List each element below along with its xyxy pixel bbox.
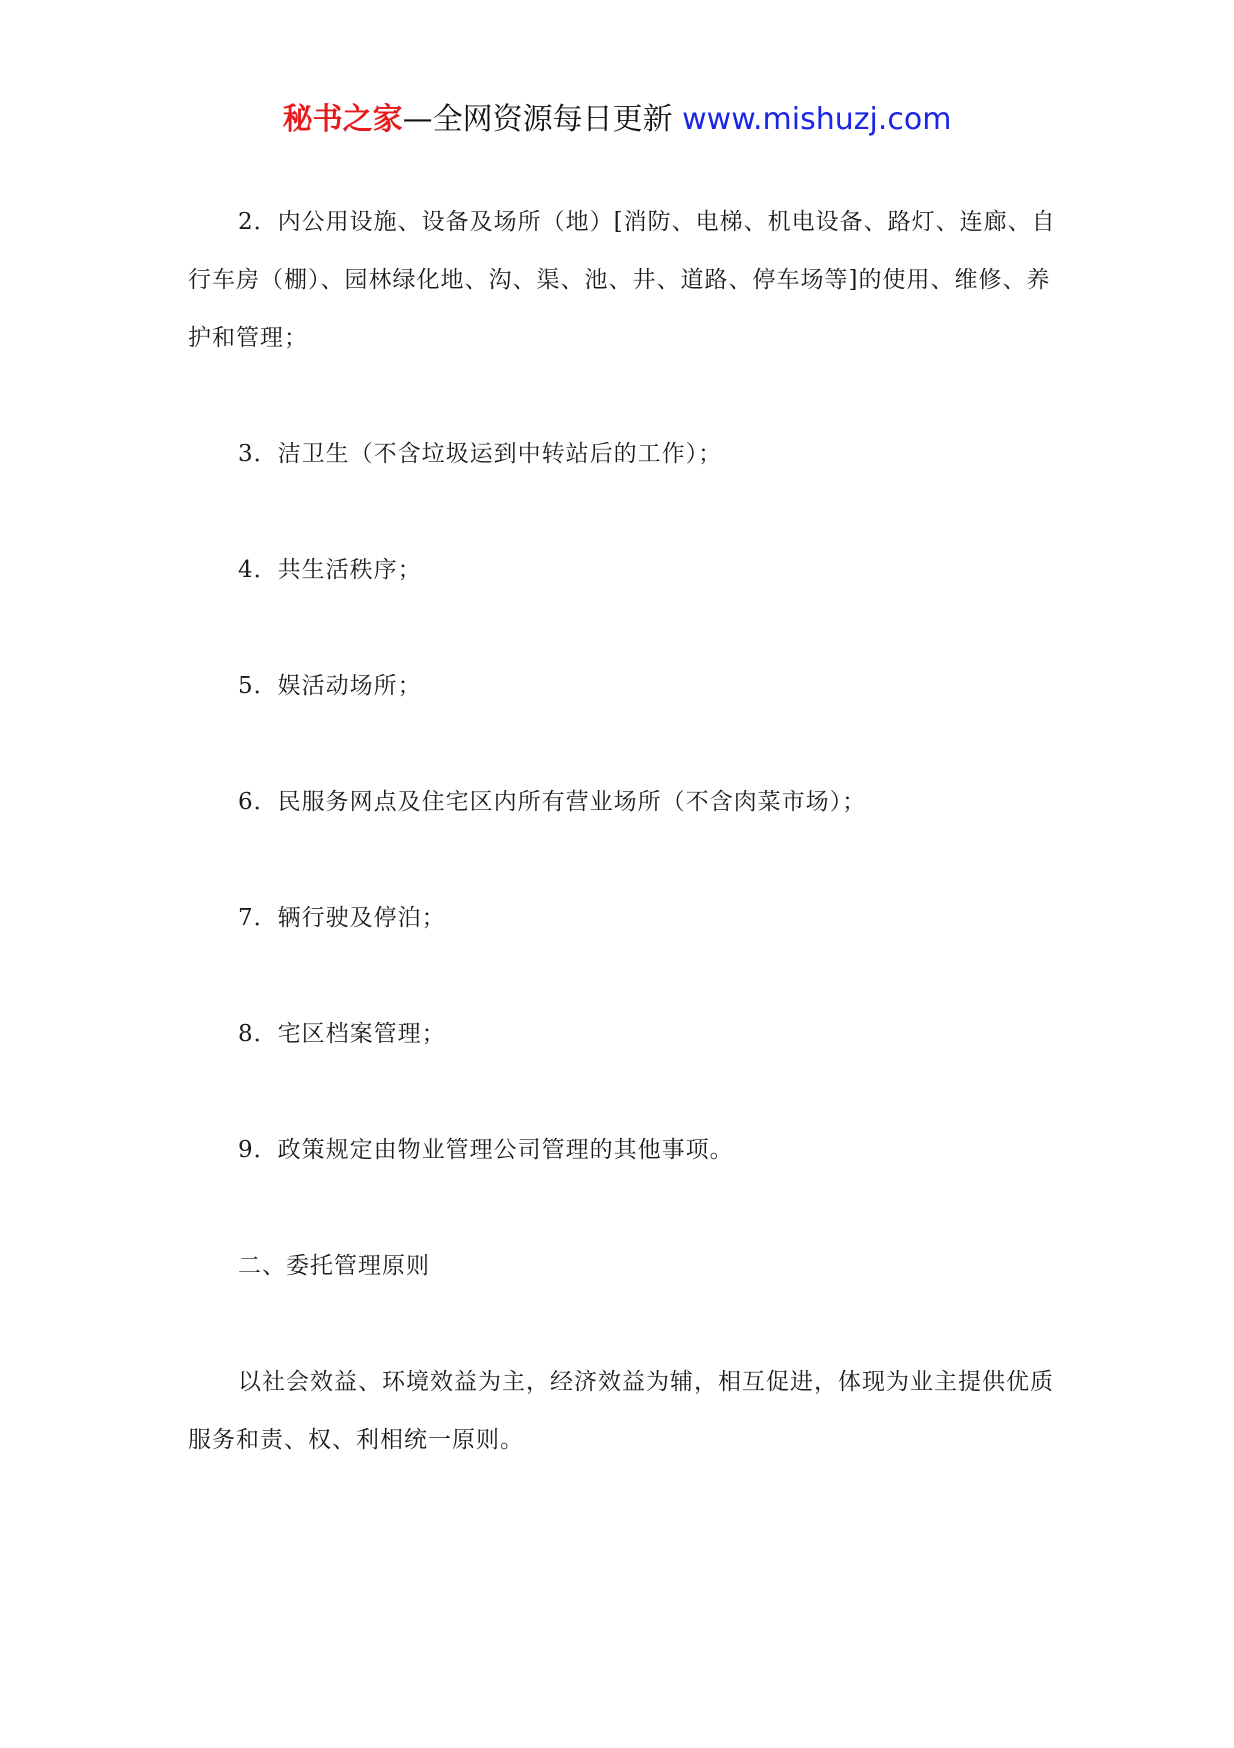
site-url-link[interactable]: www.mishuzj.com bbox=[682, 102, 952, 137]
paragraph-item-9: 9．政策规定由物业管理公司管理的其他事项。 bbox=[238, 1137, 734, 1163]
paragraph-item-8: 8．宅区档案管理； bbox=[238, 1021, 446, 1047]
header-tagline: —全网资源每日更新 bbox=[402, 102, 683, 137]
paragraph-item-7: 7．辆行驶及停泊； bbox=[238, 905, 446, 931]
site-header bbox=[0, 100, 1234, 140]
paragraph-item-4: 4．共生活秩序； bbox=[238, 557, 422, 583]
document-body bbox=[188, 193, 1068, 1469]
paragraph-principles: 以社会效益、环境效益为主，经济效益为辅，相互促进，体现为业主提供优质服务和责、权、利相统一原则。 bbox=[188, 1369, 1054, 1453]
section-heading-principles: 二、委托管理原则 bbox=[238, 1253, 430, 1279]
paragraph-item-5: 5．娱活动场所； bbox=[238, 673, 422, 699]
paragraph-item-3: 3．洁卫生（不含垃圾运到中转站后的工作）； bbox=[238, 441, 723, 467]
brand-name: 秘书之家 bbox=[282, 102, 403, 137]
paragraph-item-6: 6．民服务网点及住宅区内所有营业场所（不含肉菜市场）； bbox=[238, 789, 867, 815]
paragraph-item-2: 2．内公用设施、设备及场所（地）[消防、电梯、机电设备、路灯、连廊、自行车房（棚）、园林绿化地、沟、渠、池、井、道路、停车场等]的使用、维修、养护和管理； bbox=[188, 209, 1056, 351]
